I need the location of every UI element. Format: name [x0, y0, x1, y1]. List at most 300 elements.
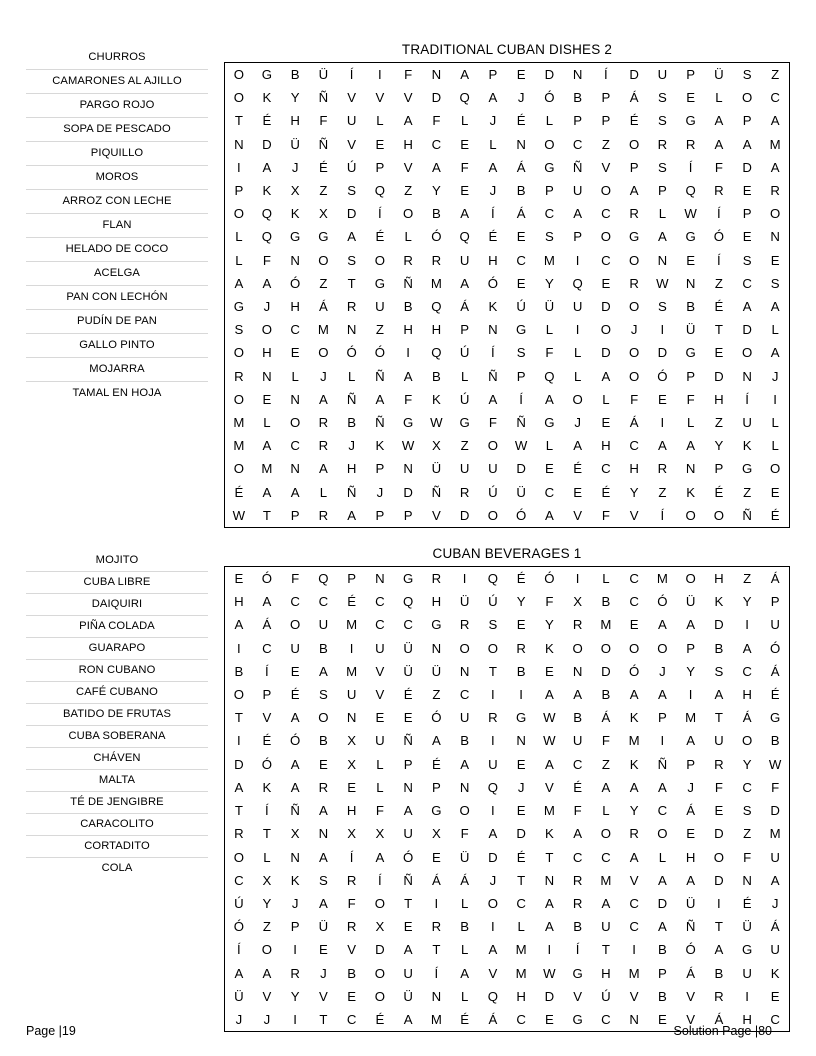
- grid-cell[interactable]: K: [714, 594, 724, 610]
- grid-cell[interactable]: L: [573, 368, 582, 384]
- grid-cell[interactable]: E: [516, 67, 526, 82]
- grid-cell[interactable]: A: [488, 826, 498, 842]
- grid-cell[interactable]: R: [657, 136, 668, 152]
- grid-cell[interactable]: F: [545, 345, 554, 361]
- grid-cell[interactable]: Ñ: [403, 275, 413, 291]
- grid-cell[interactable]: Ñ: [375, 368, 385, 384]
- grid-cell[interactable]: T: [545, 849, 554, 865]
- grid-cell[interactable]: Ó: [431, 229, 442, 245]
- grid-cell[interactable]: V: [262, 710, 272, 726]
- grid-cell[interactable]: É: [375, 229, 385, 245]
- grid-cell[interactable]: S: [657, 113, 667, 129]
- grid-cell[interactable]: Z: [743, 571, 752, 587]
- grid-cell[interactable]: P: [234, 183, 244, 199]
- grid-cell[interactable]: A: [488, 942, 498, 958]
- grid-cell[interactable]: L: [602, 803, 610, 819]
- grid-cell[interactable]: O: [374, 988, 385, 1004]
- grid-cell[interactable]: D: [629, 67, 639, 82]
- grid-cell[interactable]: P: [290, 919, 300, 935]
- grid-cell[interactable]: W: [684, 206, 697, 222]
- grid-cell[interactable]: J: [320, 368, 327, 384]
- grid-cell[interactable]: O: [572, 640, 583, 656]
- grid-cell[interactable]: O: [374, 895, 385, 911]
- grid-cell[interactable]: E: [573, 484, 583, 500]
- grid-cell[interactable]: C: [346, 1011, 357, 1027]
- grid-cell[interactable]: C: [601, 849, 611, 865]
- grid-cell[interactable]: Ñ: [431, 484, 442, 500]
- grid-cell[interactable]: Ó: [289, 275, 301, 291]
- word-list-item[interactable]: ARROZ CON LECHE: [26, 190, 208, 214]
- grid-cell[interactable]: B: [403, 299, 413, 315]
- grid-cell[interactable]: F: [460, 826, 469, 842]
- grid-cell[interactable]: H: [742, 1011, 752, 1027]
- grid-cell[interactable]: J: [687, 779, 694, 795]
- grid-cell[interactable]: U: [403, 826, 413, 842]
- grid-cell[interactable]: Ú: [459, 391, 470, 407]
- grid-cell[interactable]: N: [657, 252, 668, 268]
- grid-cell[interactable]: R: [459, 617, 470, 633]
- grid-cell[interactable]: L: [460, 368, 469, 384]
- grid-cell[interactable]: A: [686, 872, 696, 888]
- grid-cell[interactable]: A: [488, 159, 498, 175]
- grid-cell[interactable]: L: [347, 368, 356, 384]
- grid-cell[interactable]: Z: [432, 687, 441, 703]
- grid-cell[interactable]: G: [261, 67, 272, 82]
- grid-cell[interactable]: U: [318, 617, 329, 633]
- grid-cell[interactable]: Ú: [234, 895, 244, 911]
- grid-cell[interactable]: E: [686, 252, 696, 268]
- grid-cell[interactable]: A: [347, 507, 357, 523]
- grid-cell[interactable]: X: [290, 826, 300, 842]
- grid-cell[interactable]: S: [318, 687, 328, 703]
- grid-cell[interactable]: I: [660, 322, 665, 338]
- grid-cell[interactable]: Y: [290, 90, 300, 106]
- grid-cell[interactable]: N: [290, 849, 300, 865]
- grid-cell[interactable]: F: [375, 803, 384, 819]
- grid-cell[interactable]: Ñ: [403, 872, 413, 888]
- grid-cell[interactable]: C: [234, 872, 244, 888]
- grid-cell[interactable]: O: [233, 90, 244, 106]
- word-list-item[interactable]: CHURROS: [26, 46, 208, 70]
- grid-cell[interactable]: Ü: [318, 919, 329, 935]
- grid-cell[interactable]: F: [601, 507, 610, 523]
- grid-cell[interactable]: E: [544, 663, 554, 679]
- grid-cell[interactable]: M: [430, 1011, 442, 1027]
- word-list-item[interactable]: GUARAPO: [26, 638, 208, 660]
- word-list-item[interactable]: PUDÍN DE PAN: [26, 310, 208, 334]
- grid-cell[interactable]: É: [234, 484, 244, 500]
- grid-cell[interactable]: C: [290, 438, 300, 454]
- grid-cell[interactable]: A: [262, 594, 272, 610]
- grid-cell[interactable]: N: [516, 733, 526, 749]
- grid-cell[interactable]: Ú: [516, 299, 526, 315]
- grid-cell[interactable]: U: [375, 733, 385, 749]
- grid-cell[interactable]: É: [262, 113, 272, 129]
- grid-cell[interactable]: L: [545, 113, 554, 129]
- grid-cell[interactable]: O: [402, 206, 414, 222]
- grid-cell[interactable]: B: [686, 299, 696, 315]
- grid-cell[interactable]: É: [318, 159, 328, 175]
- grid-cell[interactable]: G: [289, 229, 301, 245]
- grid-cell[interactable]: L: [545, 322, 554, 338]
- grid-cell[interactable]: R: [346, 919, 357, 935]
- grid-cell[interactable]: G: [459, 415, 470, 431]
- grid-cell[interactable]: O: [628, 299, 640, 315]
- grid-cell[interactable]: Ü: [685, 594, 696, 610]
- word-list-item[interactable]: CUBA SOBERANA: [26, 726, 208, 748]
- grid-cell[interactable]: T: [404, 895, 413, 911]
- word-list-item[interactable]: COLA: [101, 862, 133, 875]
- grid-cell[interactable]: G: [572, 965, 583, 981]
- grid-cell[interactable]: P: [686, 640, 696, 656]
- grid-cell[interactable]: A: [290, 779, 300, 795]
- grid-cell[interactable]: A: [573, 438, 583, 454]
- grid-cell[interactable]: O: [233, 849, 244, 865]
- grid-cell[interactable]: Q: [544, 368, 555, 384]
- grid-cell[interactable]: K: [629, 710, 639, 726]
- grid-cell[interactable]: O: [600, 229, 611, 245]
- grid-cell[interactable]: Í: [265, 803, 269, 819]
- grid-cell[interactable]: I: [575, 571, 580, 587]
- grid-cell[interactable]: L: [235, 252, 243, 268]
- grid-cell[interactable]: B: [234, 663, 244, 679]
- grid-cell[interactable]: J: [291, 895, 299, 911]
- grid-cell[interactable]: Ó: [289, 733, 301, 749]
- grid-cell[interactable]: L: [771, 415, 779, 431]
- grid-cell[interactable]: O: [459, 640, 470, 656]
- word-list-item[interactable]: CHÁVEN: [26, 748, 208, 770]
- grid-cell[interactable]: G: [515, 710, 527, 726]
- grid-cell[interactable]: V: [318, 988, 328, 1004]
- grid-cell[interactable]: Z: [714, 415, 723, 431]
- grid-cell[interactable]: C: [544, 484, 555, 500]
- grid-cell[interactable]: L: [404, 229, 412, 245]
- grid-cell[interactable]: N: [403, 461, 413, 477]
- grid-cell[interactable]: Ñ: [318, 90, 329, 106]
- grid-cell[interactable]: B: [460, 733, 470, 749]
- grid-cell[interactable]: I: [745, 988, 749, 1004]
- grid-cell[interactable]: A: [431, 159, 441, 175]
- grid-cell[interactable]: V: [629, 507, 639, 523]
- grid-cell[interactable]: L: [460, 113, 469, 129]
- grid-cell[interactable]: É: [770, 507, 780, 523]
- grid-cell[interactable]: P: [403, 756, 413, 772]
- grid-cell[interactable]: U: [459, 252, 470, 268]
- grid-cell[interactable]: Á: [318, 299, 328, 315]
- grid-cell[interactable]: D: [459, 507, 470, 523]
- grid-cell[interactable]: Á: [601, 710, 611, 726]
- grid-cell[interactable]: V: [375, 663, 385, 679]
- grid-cell[interactable]: C: [742, 663, 752, 679]
- word-list-item[interactable]: GALLO PINTO: [26, 334, 208, 358]
- grid-cell[interactable]: J: [517, 779, 525, 795]
- grid-cell[interactable]: A: [234, 779, 244, 795]
- grid-cell[interactable]: J: [630, 322, 638, 338]
- grid-cell[interactable]: A: [770, 159, 780, 175]
- word-list-item[interactable]: CAFÉ CUBANO: [26, 682, 208, 704]
- grid-cell[interactable]: W: [543, 965, 556, 981]
- grid-cell[interactable]: I: [491, 803, 495, 819]
- grid-cell[interactable]: Q: [487, 988, 498, 1004]
- grid-cell[interactable]: K: [544, 826, 554, 842]
- grid-cell[interactable]: L: [715, 90, 723, 106]
- grid-cell[interactable]: Z: [714, 275, 723, 291]
- grid-cell[interactable]: I: [378, 67, 382, 82]
- grid-cell[interactable]: F: [573, 803, 582, 819]
- grid-cell[interactable]: R: [431, 919, 442, 935]
- grid-cell[interactable]: A: [375, 391, 385, 407]
- grid-cell[interactable]: M: [233, 438, 245, 454]
- grid-cell[interactable]: X: [431, 438, 441, 454]
- grid-cell[interactable]: É: [262, 733, 272, 749]
- grid-cell[interactable]: Ü: [685, 895, 696, 911]
- grid-cell[interactable]: E: [262, 391, 272, 407]
- grid-cell[interactable]: F: [743, 849, 752, 865]
- grid-cell[interactable]: Í: [717, 206, 721, 222]
- grid-cell[interactable]: Ó: [657, 594, 668, 610]
- grid-cell[interactable]: C: [629, 594, 639, 610]
- grid-cell[interactable]: Ñ: [318, 136, 329, 152]
- grid-cell[interactable]: F: [291, 571, 300, 587]
- grid-cell[interactable]: H: [742, 687, 752, 703]
- grid-cell[interactable]: P: [629, 159, 639, 175]
- grid-cell[interactable]: Y: [629, 484, 639, 500]
- grid-cell[interactable]: T: [714, 322, 723, 338]
- grid-cell[interactable]: L: [291, 368, 299, 384]
- grid-cell[interactable]: S: [318, 872, 328, 888]
- grid-cell[interactable]: E: [290, 663, 300, 679]
- grid-cell[interactable]: Y: [544, 617, 554, 633]
- grid-cell[interactable]: E: [714, 345, 724, 361]
- grid-cell[interactable]: P: [573, 229, 583, 245]
- grid-cell[interactable]: A: [686, 617, 696, 633]
- grid-cell[interactable]: Í: [519, 391, 523, 407]
- grid-cell[interactable]: É: [629, 113, 639, 129]
- grid-cell[interactable]: V: [375, 687, 385, 703]
- grid-cell[interactable]: F: [432, 113, 441, 129]
- grid-cell[interactable]: C: [629, 919, 639, 935]
- grid-cell[interactable]: M: [656, 571, 668, 587]
- grid-cell[interactable]: Ü: [431, 461, 442, 477]
- grid-cell[interactable]: Í: [349, 67, 354, 82]
- grid-cell[interactable]: A: [318, 803, 328, 819]
- grid-cell[interactable]: M: [543, 252, 555, 268]
- grid-cell[interactable]: Í: [349, 849, 354, 865]
- grid-cell[interactable]: Í: [717, 252, 721, 268]
- grid-cell[interactable]: I: [745, 617, 749, 633]
- grid-cell[interactable]: Ñ: [516, 415, 526, 431]
- grid-cell[interactable]: G: [402, 571, 414, 587]
- grid-cell[interactable]: Á: [742, 710, 752, 726]
- grid-cell[interactable]: Á: [629, 415, 639, 431]
- grid-cell[interactable]: H: [685, 849, 696, 865]
- grid-cell[interactable]: P: [686, 368, 696, 384]
- grid-cell[interactable]: Ó: [544, 571, 555, 587]
- grid-cell[interactable]: R: [318, 779, 329, 795]
- grid-cell[interactable]: L: [263, 849, 271, 865]
- grid-cell[interactable]: C: [629, 438, 639, 454]
- word-list-item[interactable]: PIQUILLO: [26, 142, 208, 166]
- grid-cell[interactable]: E: [318, 942, 328, 958]
- grid-cell[interactable]: R: [431, 252, 442, 268]
- grid-cell[interactable]: A: [403, 368, 413, 384]
- grid-cell[interactable]: É: [431, 756, 441, 772]
- grid-cell[interactable]: Y: [262, 895, 272, 911]
- grid-cell[interactable]: Í: [491, 206, 495, 222]
- grid-cell[interactable]: T: [517, 872, 526, 888]
- grid-cell[interactable]: O: [769, 461, 781, 477]
- grid-cell[interactable]: L: [460, 895, 469, 911]
- grid-cell[interactable]: X: [375, 826, 385, 842]
- grid-cell[interactable]: É: [290, 687, 300, 703]
- grid-cell[interactable]: H: [346, 461, 357, 477]
- grid-cell[interactable]: C: [629, 895, 639, 911]
- grid-cell[interactable]: O: [487, 438, 498, 454]
- grid-cell[interactable]: F: [686, 391, 695, 407]
- grid-cell[interactable]: Á: [460, 872, 470, 888]
- grid-cell[interactable]: B: [573, 710, 583, 726]
- grid-cell[interactable]: E: [516, 229, 526, 245]
- grid-cell[interactable]: U: [488, 461, 498, 477]
- grid-cell[interactable]: G: [431, 617, 442, 633]
- grid-cell[interactable]: S: [488, 617, 498, 633]
- grid-cell[interactable]: O: [261, 942, 272, 958]
- grid-cell[interactable]: A: [657, 438, 667, 454]
- grid-cell[interactable]: T: [347, 275, 356, 291]
- grid-cell[interactable]: G: [431, 803, 442, 819]
- grid-cell[interactable]: B: [318, 733, 328, 749]
- grid-cell[interactable]: B: [431, 206, 441, 222]
- grid-cell[interactable]: I: [547, 942, 552, 958]
- grid-cell[interactable]: A: [770, 113, 780, 129]
- grid-cell[interactable]: D: [601, 299, 611, 315]
- grid-cell[interactable]: Í: [237, 942, 241, 958]
- grid-cell[interactable]: M: [769, 826, 781, 842]
- grid-cell[interactable]: H: [346, 803, 357, 819]
- grid-cell[interactable]: L: [573, 345, 582, 361]
- grid-cell[interactable]: U: [459, 461, 470, 477]
- grid-cell[interactable]: C: [770, 90, 780, 106]
- grid-cell[interactable]: A: [460, 756, 470, 772]
- grid-cell[interactable]: O: [318, 345, 329, 361]
- grid-cell[interactable]: I: [575, 322, 580, 338]
- grid-cell[interactable]: B: [657, 988, 667, 1004]
- grid-cell[interactable]: M: [317, 322, 329, 338]
- grid-cell[interactable]: M: [628, 733, 640, 749]
- grid-cell[interactable]: A: [262, 275, 272, 291]
- grid-cell[interactable]: B: [431, 368, 441, 384]
- grid-cell[interactable]: P: [686, 67, 696, 82]
- grid-cell[interactable]: N: [431, 988, 442, 1004]
- grid-cell[interactable]: D: [714, 617, 724, 633]
- grid-cell[interactable]: C: [657, 803, 668, 819]
- grid-cell[interactable]: I: [462, 571, 467, 587]
- grid-cell[interactable]: A: [318, 461, 328, 477]
- grid-cell[interactable]: A: [714, 687, 724, 703]
- grid-cell[interactable]: P: [544, 183, 554, 199]
- grid-cell[interactable]: C: [601, 461, 611, 477]
- grid-cell[interactable]: Z: [404, 183, 413, 199]
- grid-cell[interactable]: T: [714, 710, 723, 726]
- grid-cell[interactable]: Q: [431, 299, 442, 315]
- word-list-item[interactable]: DAIQUIRI: [26, 594, 208, 616]
- grid-cell[interactable]: E: [770, 988, 780, 1004]
- grid-cell[interactable]: O: [741, 733, 753, 749]
- grid-cell[interactable]: C: [516, 895, 526, 911]
- grid-cell[interactable]: O: [233, 67, 244, 82]
- grid-cell[interactable]: C: [742, 779, 752, 795]
- grid-cell[interactable]: N: [572, 663, 583, 679]
- grid-cell[interactable]: A: [629, 779, 639, 795]
- grid-cell[interactable]: V: [629, 872, 639, 888]
- grid-cell[interactable]: C: [459, 687, 470, 703]
- grid-cell[interactable]: Ú: [346, 159, 357, 175]
- grid-cell[interactable]: P: [601, 90, 611, 106]
- grid-cell[interactable]: M: [685, 710, 697, 726]
- grid-cell[interactable]: É: [488, 229, 498, 245]
- grid-cell[interactable]: A: [629, 687, 639, 703]
- word-list-item[interactable]: TAMAL EN HOJA: [72, 387, 162, 399]
- grid-cell[interactable]: Z: [743, 484, 752, 500]
- grid-cell[interactable]: D: [346, 206, 357, 222]
- grid-cell[interactable]: T: [319, 1011, 328, 1027]
- grid-cell[interactable]: É: [601, 484, 611, 500]
- grid-cell[interactable]: C: [262, 640, 272, 656]
- grid-cell[interactable]: X: [290, 183, 300, 199]
- grid-cell[interactable]: I: [237, 640, 241, 656]
- grid-cell[interactable]: A: [686, 733, 696, 749]
- grid-cell[interactable]: V: [601, 159, 611, 175]
- grid-cell[interactable]: O: [572, 391, 583, 407]
- grid-cell[interactable]: K: [544, 640, 554, 656]
- grid-cell[interactable]: V: [629, 988, 639, 1004]
- grid-cell[interactable]: D: [742, 322, 752, 338]
- grid-cell[interactable]: U: [375, 299, 385, 315]
- grid-cell[interactable]: A: [544, 507, 554, 523]
- grid-cell[interactable]: T: [234, 710, 243, 726]
- grid-cell[interactable]: B: [347, 965, 357, 981]
- grid-cell[interactable]: A: [573, 826, 583, 842]
- grid-cell[interactable]: É: [516, 113, 526, 129]
- grid-cell[interactable]: V: [375, 90, 385, 106]
- grid-cell[interactable]: L: [545, 438, 554, 454]
- grid-cell[interactable]: Ü: [290, 136, 300, 152]
- grid-cell[interactable]: L: [686, 415, 695, 431]
- grid-cell[interactable]: Á: [629, 90, 639, 106]
- grid-cell[interactable]: Ü: [403, 640, 413, 656]
- grid-cell[interactable]: Ú: [459, 345, 470, 361]
- grid-cell[interactable]: F: [714, 779, 723, 795]
- grid-cell[interactable]: Q: [459, 229, 470, 245]
- grid-cell[interactable]: C: [516, 252, 526, 268]
- grid-cell[interactable]: I: [406, 345, 410, 361]
- grid-cell[interactable]: U: [601, 919, 611, 935]
- grid-cell[interactable]: B: [573, 90, 583, 106]
- grid-cell[interactable]: A: [262, 965, 272, 981]
- grid-cell[interactable]: A: [234, 965, 244, 981]
- grid-cell[interactable]: M: [543, 803, 555, 819]
- grid-cell[interactable]: G: [544, 415, 555, 431]
- grid-cell[interactable]: Á: [460, 299, 470, 315]
- grid-cell[interactable]: V: [347, 136, 357, 152]
- grid-cell[interactable]: R: [572, 895, 583, 911]
- grid-cell[interactable]: T: [714, 919, 723, 935]
- grid-cell[interactable]: A: [544, 919, 554, 935]
- grid-cell[interactable]: U: [742, 965, 752, 981]
- grid-cell[interactable]: U: [657, 67, 668, 82]
- grid-cell[interactable]: U: [572, 733, 583, 749]
- grid-cell[interactable]: A: [460, 206, 470, 222]
